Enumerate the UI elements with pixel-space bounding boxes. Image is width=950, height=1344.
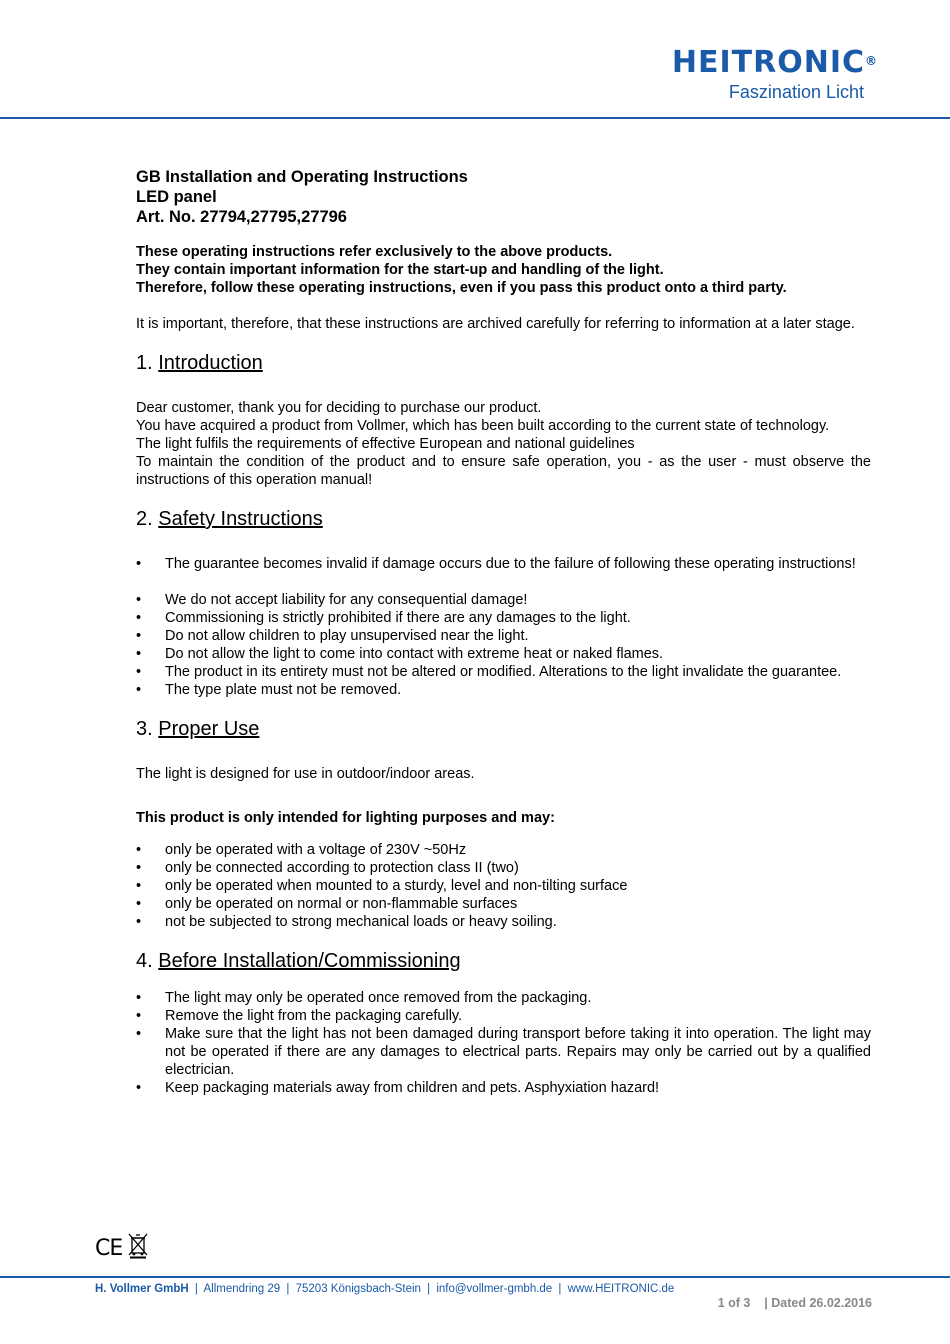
registered-mark: ® [865,54,878,68]
footer-address [95,1283,674,1295]
introduction-text [136,399,871,489]
page-number: 1 of 3 [717,1296,751,1310]
footer-divider [0,1276,950,1278]
list-item: • Do not allow the light to come into contact with extreme heat or naked flames. [136,645,871,663]
doc-title-3: Art. No. 27794,27795,27796 [136,208,347,226]
header-divider [0,117,950,119]
list-item: • The type plate must not be removed. [136,681,871,699]
brand-tagline: Faszination Licht [728,82,864,102]
list-item: • Make sure that the light has not been damaged during transport before taking it into operation. The light may not be operated if there are any damages to electrical parts. Repairs may only be carried out by a qualified electrician. [136,1025,871,1079]
scope-line: Therefore, follow these operating instructions, even if you pass this product onto a third party. [136,280,787,296]
list-item: • The light may only be operated once removed from the packaging. [136,989,871,1007]
archive-note: It is important, therefore, that these instructions are archived carefully for referring to information at a later stage. [136,316,855,332]
list-item: • The guarantee becomes invalid if damage occurs due to the failure of following these operating instructions! [136,555,871,573]
section-heading-proper-use [136,717,871,741]
separator: | [194,1283,198,1295]
section-title: Before Installation/Commissioning [158,950,461,972]
separator: | [286,1283,290,1295]
scope-line: These operating instructions refer exclusively to the above products. [136,244,613,260]
list-item: • only be operated with a voltage of 230V ~50Hz [136,841,871,859]
page-info [718,1296,872,1310]
section-heading-safety [136,507,871,531]
intro-line: The light fulfils the requirements of effective European and national guidelines [136,436,635,452]
proper-use-list [136,841,871,931]
section-number: 3. [136,718,153,740]
safety-list [136,591,871,699]
dated: | Dated 26.02.2016 [764,1296,872,1310]
separator: | [558,1283,562,1295]
section-number: 1. [136,352,153,374]
email-link[interactable]: info@vollmer-gmbh.de [436,1283,553,1295]
section-title: Proper Use [158,718,260,740]
doc-title-1: GB Installation and Operating Instructions [136,168,468,186]
scope-notice [136,243,871,297]
list-item: • The product in its entirety must not be altered or modified. Alterations to the light invalidate the guarantee. [136,663,871,681]
list-item: • Do not allow children to play unsupervised near the light. [136,627,871,645]
list-item: • only be connected according to protection class II (two) [136,859,871,877]
proper-use-text: The light is designed for use in outdoor/indoor areas. [136,766,475,782]
intro-line: Dear customer, thank you for deciding to purchase our product. [136,400,542,416]
brand-wordmark: HEITRONIC [671,45,865,80]
installation-list [136,989,871,1097]
list-item: • We do not accept liability for any consequential damage! [136,591,871,609]
city: 75203 Königsbach-Stein [295,1283,421,1295]
list-item: • only be operated when mounted to a sturdy, level and non-tilting surface [136,877,871,895]
certification-marks [95,1233,148,1264]
company-name: H. Vollmer GmbH [95,1283,189,1295]
doc-title-2: LED panel [136,188,217,206]
scope-line: They contain important information for the start-up and handling of the light. [136,262,664,278]
intro-line: To maintain the condition of the product and to ensure safe operation, you - as the user - must observe the instructions of this operation manual! [136,454,871,488]
section-number: 4. [136,950,153,972]
list-item: • only be operated on normal or non-flammable surfaces [136,895,871,913]
section-title: Introduction [158,352,263,374]
separator: | [427,1283,431,1295]
list-item: • Keep packaging materials away from children and pets. Asphyxiation hazard! [136,1079,871,1097]
document-body [136,167,871,1097]
safety-list-first [136,555,871,573]
list-item: • Commissioning is strictly prohibited if there are any damages to the light. [136,609,871,627]
intro-line: You have acquired a product from Vollmer, which has been built according to the current state of technology. [136,418,830,434]
street: Allmendring 29 [203,1283,281,1295]
list-item: • not be subjected to strong mechanical loads or heavy soiling. [136,913,871,931]
list-item: • Remove the light from the packaging carefully. [136,1007,871,1025]
crossed-bin-icon [128,1233,148,1264]
brand-name [672,46,878,80]
proper-use-bold: This product is only intended for lighting purposes and may: [136,810,555,826]
section-number: 2. [136,508,153,530]
section-heading-introduction [136,351,871,375]
ce-mark: CE [95,1236,123,1261]
section-heading-installation [136,949,871,973]
brand-logo [671,45,878,102]
website-link[interactable]: www.HEITRONIC.de [567,1283,675,1295]
section-title: Safety Instructions [158,508,323,530]
